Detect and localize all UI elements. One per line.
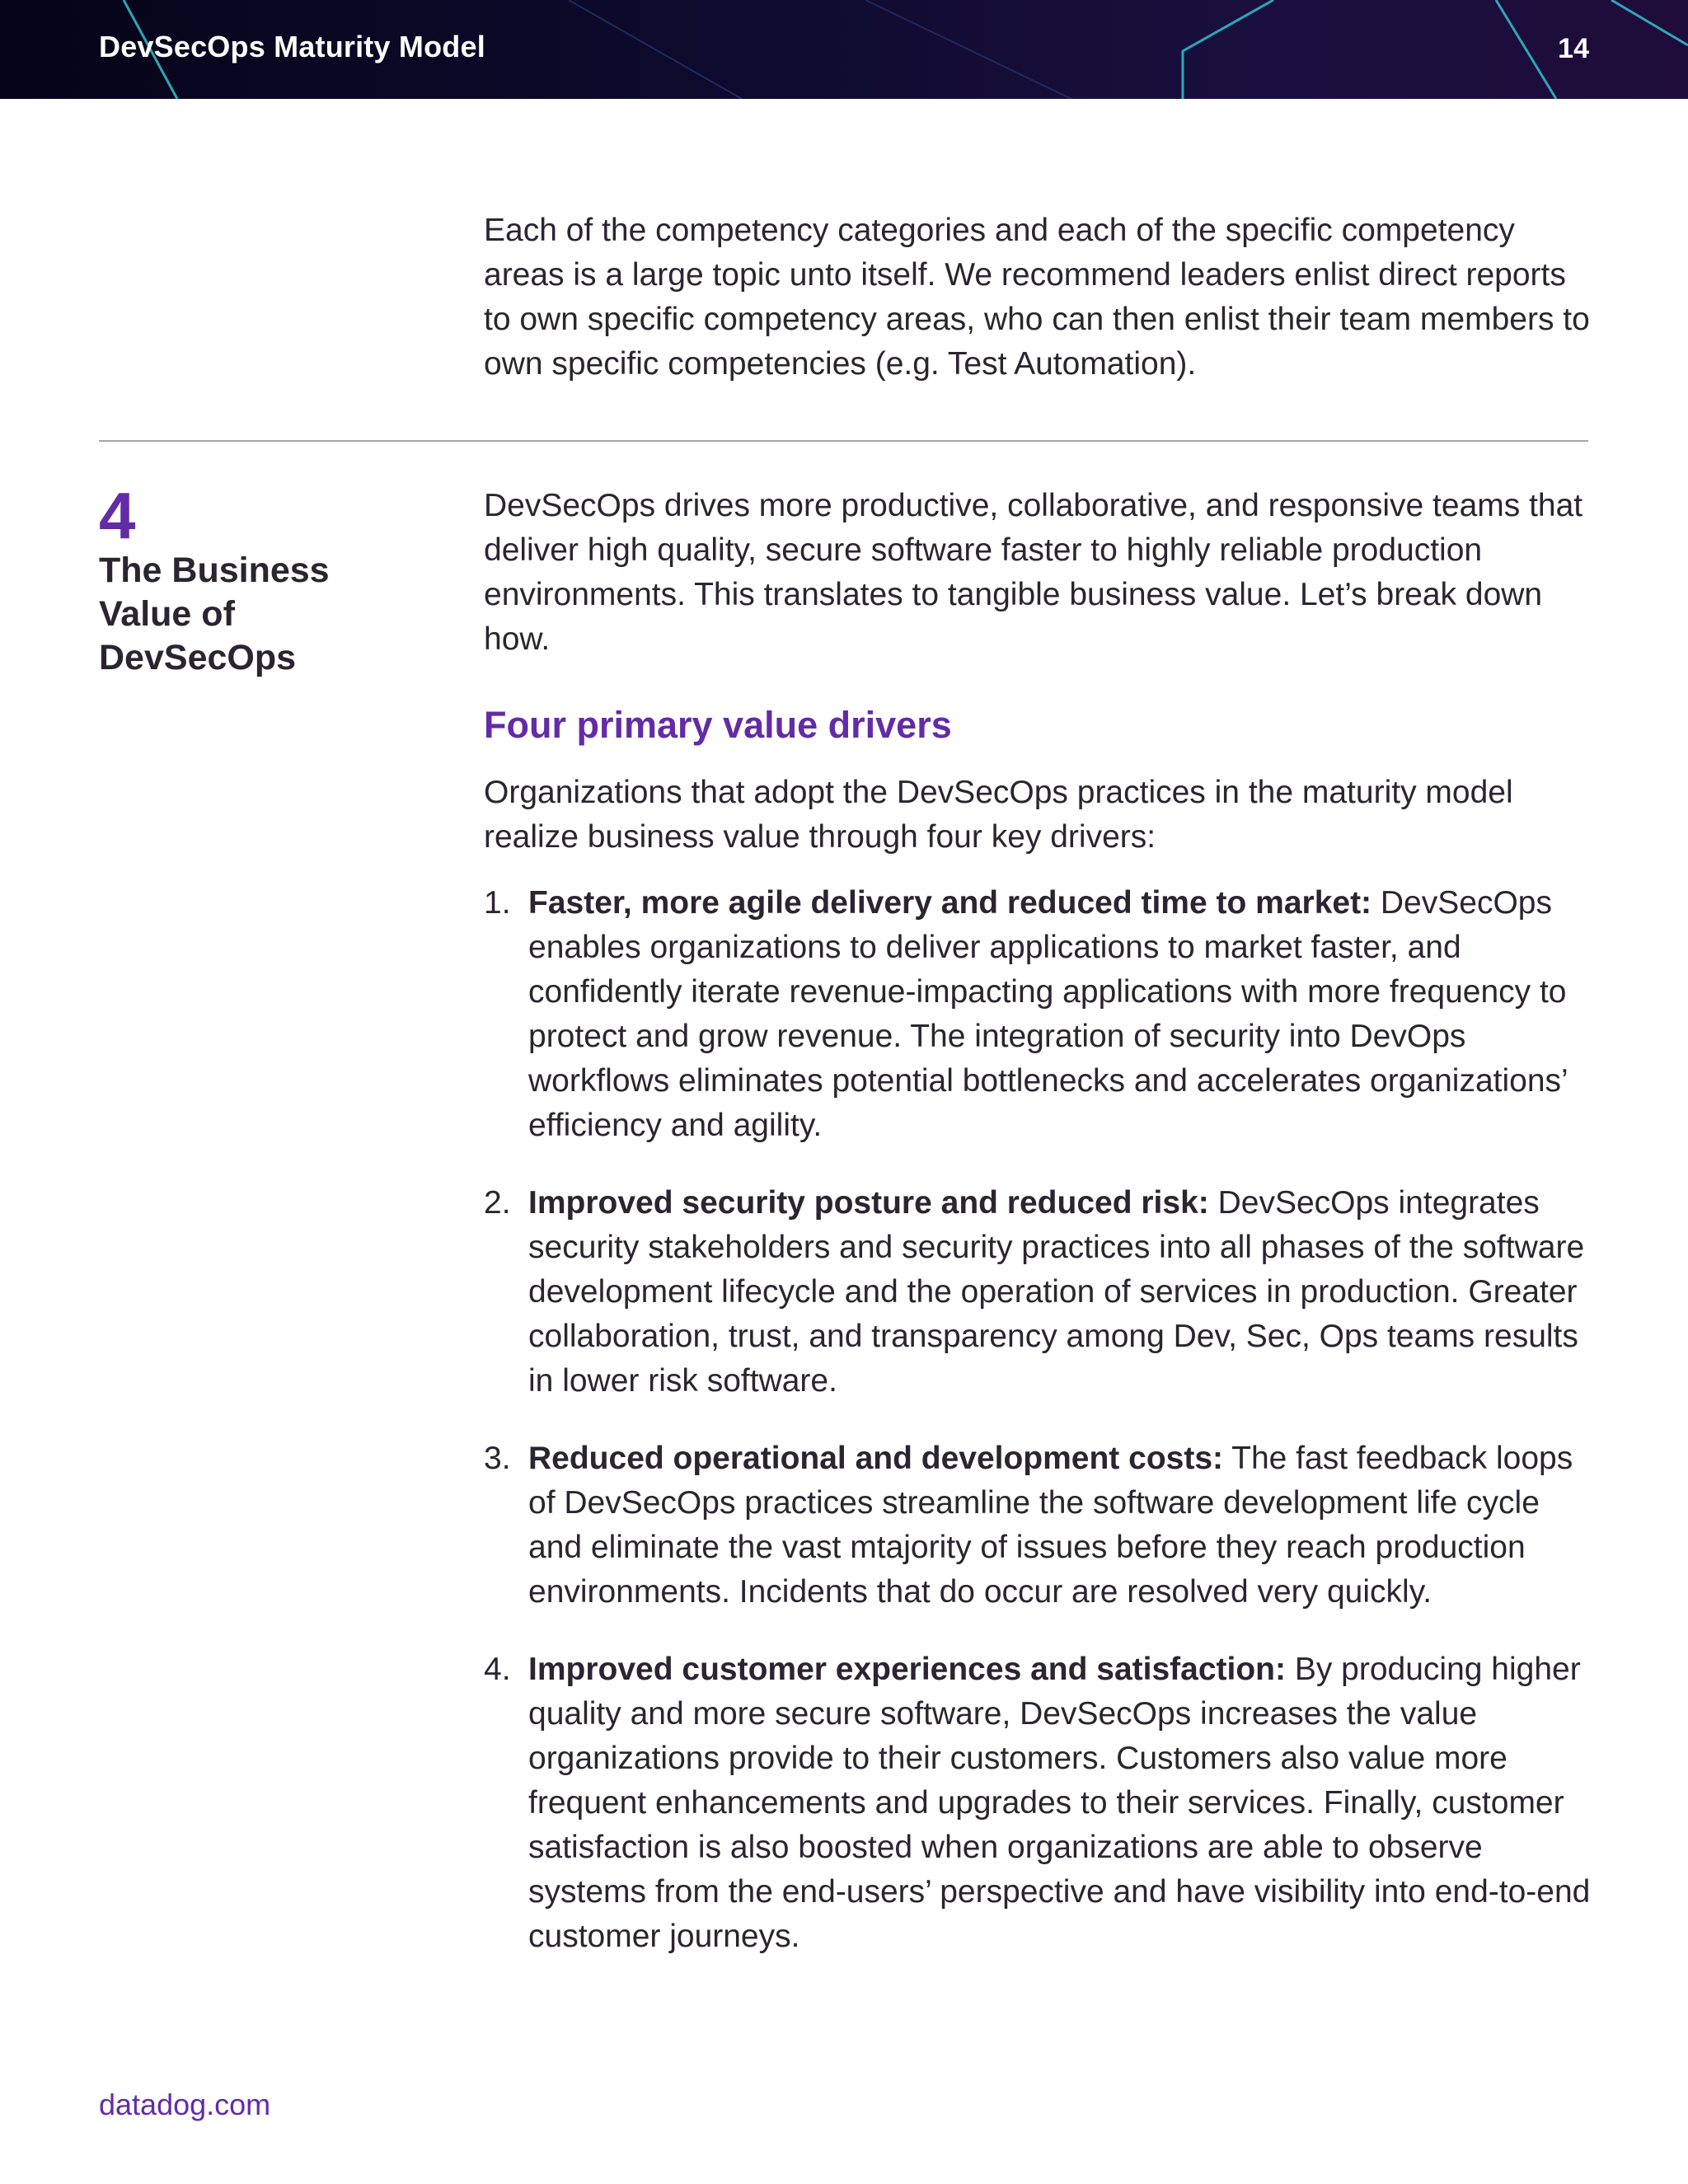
list-item-text: DevSecOps enables organizations to deliver applications to market faster, and confidently iterate revenue-impacting applications with more frequency to protect and grow revenue. The integration of security into DevOps workflows eliminates potential bottlenecks and accelerates organizations’ efficiency and agility.	[528, 885, 1568, 1143]
list-item-text: DevSecOps integrates security stakeholders and security practices into all phases of the software development lifecycle and the operation of services in production. Greater collaboration, trust, and transparency among Dev, Sec, Ops teams results in lower risk software.	[528, 1185, 1585, 1399]
footer-website-link[interactable]: datadog.com	[99, 2088, 271, 2121]
intro-block	[484, 209, 1592, 387]
list-item-text: By producing higher quality and more secure software, DevSecOps increases the value organizations provide to their customers. Customers also value more frequent enhancements and upgrades to their services. Finally, customer satisfaction is also boosted when organizations are able to observe systems from the end-users’ perspective and have visibility into end-to-end customer journeys.	[528, 1652, 1591, 1954]
section-title: The Business Value of DevSecOps	[99, 551, 330, 677]
list-item-number: 4.	[484, 1652, 511, 1687]
list-item-text: The fast feedback loops of DevSecOps practices streamline the software development life cycle and eliminate the vast mtajority of issues before they reach production environments. Incidents that do occur are resolved very quickly.	[528, 1441, 1573, 1610]
value-drivers-list	[484, 881, 1592, 1959]
list-item-title: Improved customer experiences and satisfaction:	[528, 1652, 1286, 1687]
page-number: 14	[1558, 33, 1589, 64]
list-item	[484, 1436, 1592, 1615]
list-item	[484, 1647, 1592, 1959]
page-header	[0, 0, 1688, 99]
section-divider	[99, 440, 1588, 442]
value-drivers-intro: Organizations that adopt the DevSecOps practices in the maturity model realize business value through four key drivers:	[484, 775, 1513, 855]
list-item-title: Faster, more agile delivery and reduced time to market:	[528, 885, 1372, 921]
list-item-number: 2.	[484, 1185, 511, 1221]
list-item-number: 3.	[484, 1441, 511, 1476]
list-item	[484, 1181, 1592, 1404]
list-item-number: 1.	[484, 885, 511, 921]
document-title: DevSecOps Maturity Model	[99, 30, 485, 63]
section-lead-paragraph: DevSecOps drives more productive, collaborative, and responsive teams that deliver high quality, secure software faster to highly reliable production environments. This translates to tangible business value. Let’s break down how.	[484, 488, 1583, 657]
value-drivers-heading: Four primary value drivers	[484, 704, 952, 746]
section-number: 4	[99, 479, 136, 552]
list-item	[484, 881, 1592, 1148]
list-item-title: Reduced operational and development costs:	[528, 1441, 1223, 1476]
intro-paragraph: Each of the competency categories and each of the specific competency areas is a large topic unto itself. We recommend leaders enlist direct reports to own specific competency areas, who can then enlist their team members to own specific competencies (e.g. Test Automation).	[484, 213, 1590, 382]
section-body	[484, 484, 1592, 1992]
list-item-title: Improved security posture and reduced risk:	[528, 1185, 1209, 1221]
